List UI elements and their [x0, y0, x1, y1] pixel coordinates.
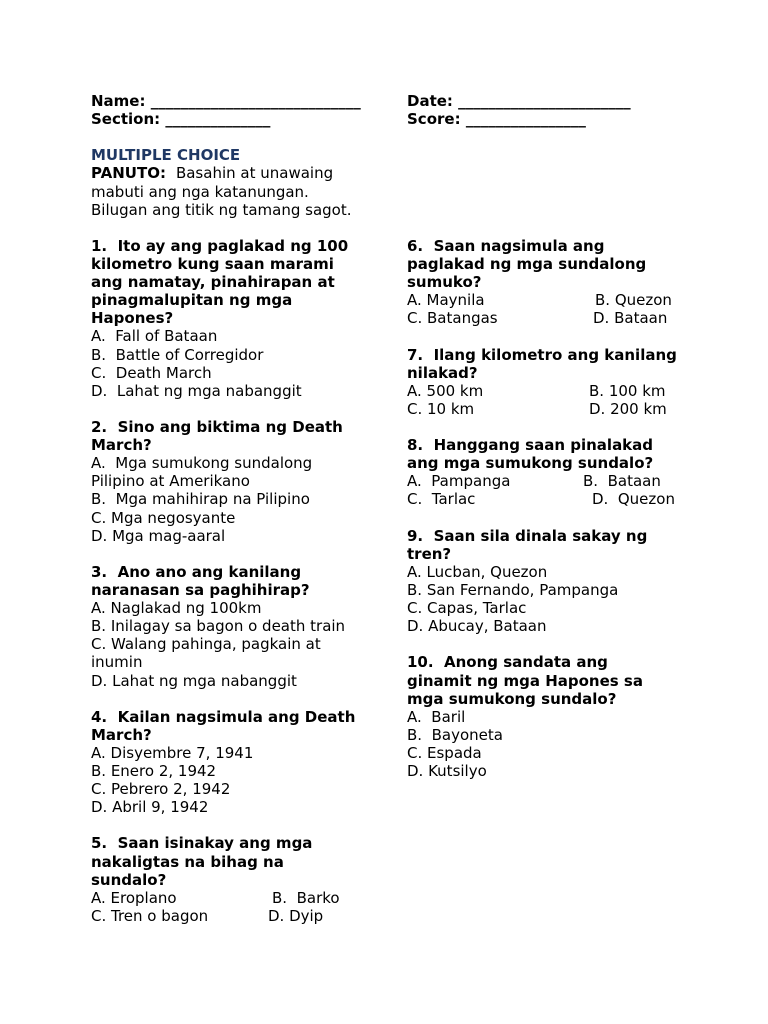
question-9: [407, 527, 677, 636]
instructions-label: PANUTO:: [91, 164, 166, 183]
section-blank: ______________: [165, 110, 271, 129]
question-6-choice-a: A. Maynila: [407, 291, 485, 310]
right-column: [407, 237, 677, 798]
question-2-choice-b: B. Mga mahihirap na Pilipino: [91, 490, 310, 509]
question-5-choice-c: C. Tren o bagon: [91, 906, 209, 925]
question-5-choice-row-2: [91, 907, 355, 925]
question-2-choice-d: D. Mga mag-aaral: [91, 526, 226, 545]
question-8-choice-a: A. Pampanga: [407, 472, 511, 491]
question-6-choice-c: C. Batangas: [407, 309, 498, 328]
question-5-choice-b: B. Barko: [272, 888, 340, 907]
question-1-choice-a: A. Fall of Bataan: [91, 327, 218, 346]
question-10-choice-c: C. Espada: [407, 743, 482, 762]
section-label: Section:: [91, 110, 161, 129]
question-9-choice-b: B. San Fernando, Pampanga: [407, 580, 619, 599]
question-8-choice-row-1: [407, 472, 677, 490]
instructions-block: [91, 146, 352, 218]
question-7-choice-row-2: [407, 400, 677, 418]
question-7: [407, 346, 677, 418]
question-4-choice-d: D. Abril 9, 1942: [91, 798, 209, 817]
question-4: [91, 708, 355, 817]
header-left: [91, 92, 361, 128]
question-3-choice-d: D. Lahat ng mga nabanggit: [91, 671, 297, 690]
question-6-choice-b: B. Quezon: [595, 291, 672, 310]
question-8: [407, 436, 677, 508]
name-blank: ____________________________: [150, 92, 361, 110]
question-4-text: 4. Kailan nagsimula ang Death March?: [91, 707, 356, 744]
question-5-text: 5. Saan isinakay ang mga nakaligtas na bihag na sundalo?: [91, 834, 313, 889]
question-1-choice-b: B. Battle of Corregidor: [91, 345, 264, 364]
question-10-choice-a: A. Baril: [407, 707, 466, 726]
question-4-choice-b: B. Enero 2, 1942: [91, 762, 217, 781]
question-2-text: 2. Sino ang biktima ng Death March?: [91, 417, 343, 455]
question-10: [407, 653, 677, 780]
score-field: [407, 110, 631, 128]
question-6-choice-row-2: [407, 309, 677, 327]
question-2-choice-a: A. Mga sumukong sundalong Pilipino at Amerikano: [91, 454, 313, 491]
section-field: [91, 110, 361, 128]
question-8-choice-c: C. Tarlac: [407, 490, 476, 509]
question-1-choice-d: D. Lahat ng mga nabanggit: [91, 381, 302, 400]
question-10-text: 10. Anong sandata ang ginamit ng mga Hapones sa mga sumukong sundalo?: [407, 653, 643, 708]
question-3-choice-c: C. Walang pahinga, pagkain at inumin: [91, 635, 321, 672]
header-right: [407, 92, 631, 128]
question-3-choice-b: B. Inilagay sa bagon o death train: [91, 617, 346, 636]
question-3-text: 3. Ano ano ang kanilang naranasan sa paghihirap?: [91, 562, 310, 599]
instructions-text: Basahin at unawaing mabuti ang nga katanungan. Bilugan ang titik ng tamang sagot.: [91, 164, 352, 219]
question-3-choice-a: A. Naglakad ng 100km: [91, 599, 262, 618]
question-9-choice-c: C. Capas, Tarlac: [407, 599, 527, 618]
question-7-choice-row-1: [407, 382, 677, 400]
question-10-choice-d: D. Kutsilyo: [407, 762, 487, 781]
question-2-choice-c: C. Mga negosyante: [91, 508, 236, 527]
question-7-choice-a: A. 500 km: [407, 381, 484, 400]
question-5-choice-a: A. Eroplano: [91, 888, 177, 907]
date-field: [407, 92, 631, 110]
score-label: Score:: [407, 110, 461, 129]
question-5-choice-row-1: [91, 889, 355, 907]
section-heading: MULTIPLE CHOICE: [91, 146, 241, 165]
date-blank: _______________________: [458, 92, 631, 110]
question-1: [91, 237, 355, 400]
question-8-choice-b: B. Bataan: [583, 472, 661, 491]
question-7-choice-c: C. 10 km: [407, 399, 475, 418]
name-field: [91, 92, 361, 110]
instructions: [91, 164, 352, 218]
question-6-choice-d: D. Bataan: [593, 309, 668, 328]
question-7-choice-b: B. 100 km: [589, 381, 666, 400]
question-10-choice-b: B. Bayoneta: [407, 725, 503, 744]
date-label: Date:: [407, 92, 453, 110]
question-8-text: 8. Hanggang saan pinalakad ang mga sumukong sundalo?: [407, 436, 654, 473]
question-8-choice-row-2: [407, 490, 677, 508]
question-8-choice-d: D. Quezon: [592, 490, 675, 509]
question-7-choice-d: D. 200 km: [589, 399, 667, 418]
question-6-text: 6. Saan nagsimula ang paglakad ng mga sundalong sumuko?: [407, 236, 647, 292]
question-4-choice-a: A. Disyembre 7, 1941: [91, 743, 254, 762]
left-column: [91, 237, 355, 943]
question-9-text: 9. Saan sila dinala sakay ng tren?: [407, 526, 648, 563]
question-9-choice-a: A. Lucban, Quezon: [407, 562, 548, 581]
question-5: [91, 834, 355, 925]
question-9-choice-d: D. Abucay, Bataan: [407, 617, 547, 636]
question-5-choice-d: D. Dyip: [268, 906, 324, 925]
question-1-text: 1. Ito ay ang paglakad ng 100 kilometro kung saan marami ang namatay, pinahirapan at pinagmalupitan ng mga Hapones?: [91, 236, 349, 328]
question-4-choice-c: C. Pebrero 2, 1942: [91, 780, 231, 799]
score-blank: ________________: [465, 110, 586, 129]
question-6: [407, 237, 677, 328]
question-7-text: 7. Ilang kilometro ang kanilang nilakad?: [407, 345, 677, 382]
question-6-choice-row-1: [407, 291, 677, 309]
question-2: [91, 418, 355, 545]
question-1-choice-c: C. Death March: [91, 363, 212, 382]
question-3: [91, 563, 355, 690]
name-label: Name:: [91, 92, 146, 110]
